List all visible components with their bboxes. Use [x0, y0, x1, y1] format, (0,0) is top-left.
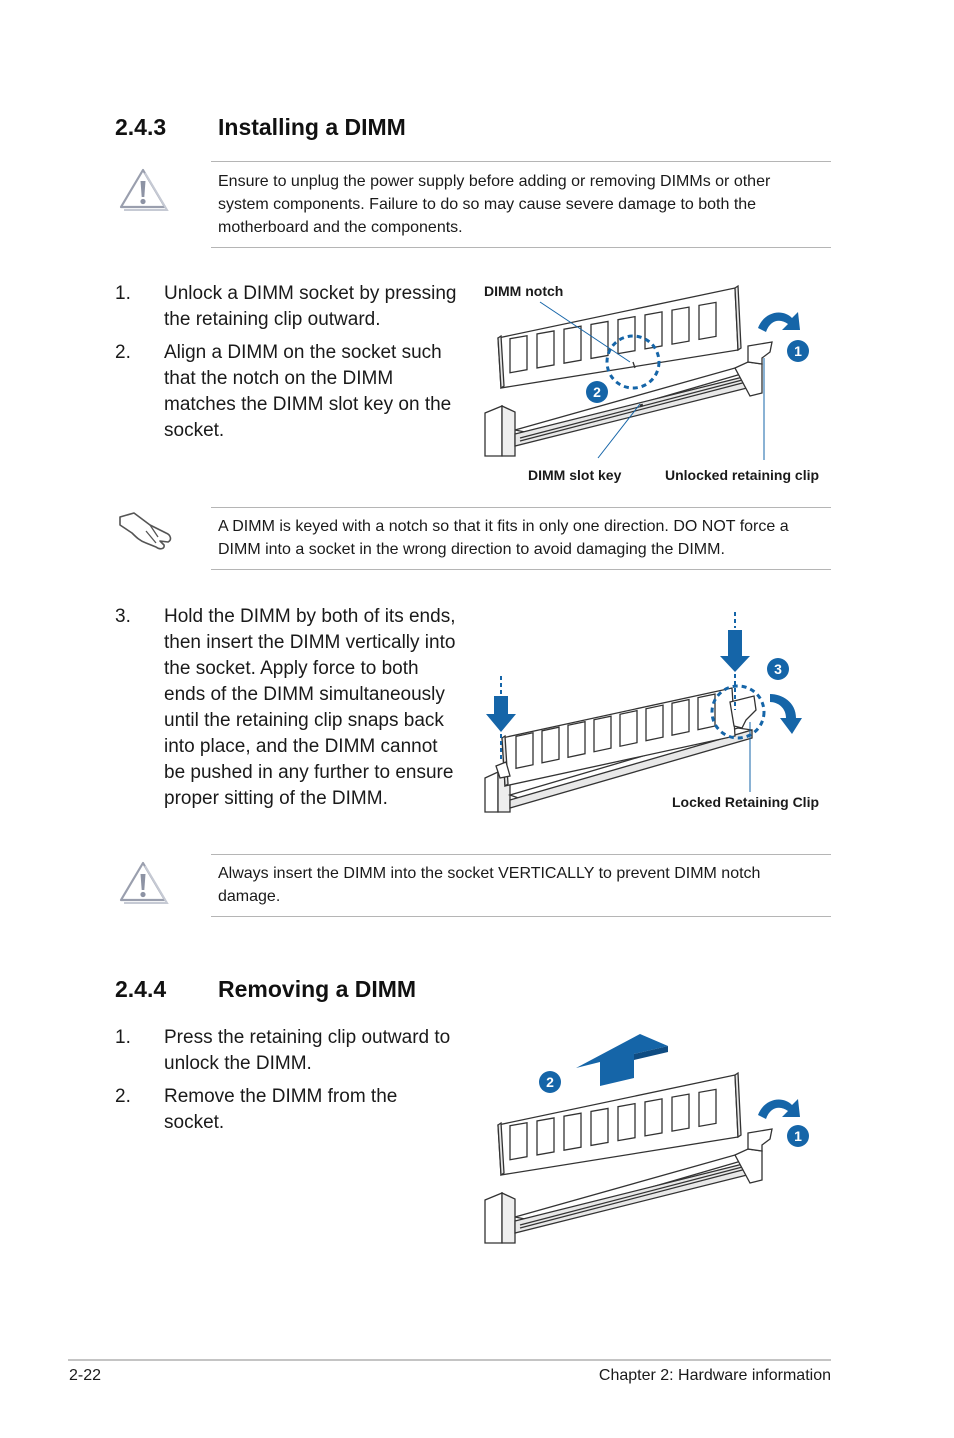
dimm-remove-illustration: [480, 1030, 840, 1250]
label-dimm-slot-key: DIMM slot key: [528, 467, 622, 483]
label-unlocked-retaining-clip: Unlocked retaining clip: [665, 467, 820, 483]
note1-text: A DIMM is keyed with a notch so that it fits in only one direction. DO NOT force a DIMM into a socket in the wrong direction to avoid damaging the DIMM.: [218, 518, 789, 558]
retaining-clip-unlocked: [748, 1129, 772, 1151]
caution-icon: [118, 167, 168, 211]
callout-number: 2: [546, 1074, 554, 1090]
callout-number: 1: [794, 343, 802, 359]
caution-icon: [118, 860, 168, 904]
caution2-bottom-rule: [211, 916, 831, 917]
caution2-top-rule: [211, 854, 831, 855]
footer-page-number: 2-22: [69, 1367, 102, 1384]
caution1-text: Ensure to unplug the power supply before adding or removing DIMMs or other system components. Failure to do so may cause severe damage to both the motherboard and the components.: [218, 173, 771, 236]
up-arrow-icon: [576, 1034, 668, 1086]
dimm-insert-illustration: [480, 610, 840, 820]
down-arrow-icon: [486, 696, 516, 732]
curved-arrow-icon: [758, 312, 800, 332]
retaining-clip-locked: [730, 696, 756, 728]
caution2-text: Always insert the DIMM into the socket VERTICALLY to prevent DIMM notch damage.: [218, 865, 761, 905]
section-heading-removing: [115, 976, 815, 1006]
curved-arrow-icon: [758, 1099, 800, 1119]
callout-number: 1: [794, 1128, 802, 1144]
note1-top-rule: [211, 507, 831, 508]
footer-rule: [68, 1359, 831, 1361]
caution1-bottom-rule: [211, 247, 831, 248]
hand-note-icon: [116, 507, 174, 551]
down-arrow-icon: [720, 630, 750, 672]
callout-number: 3: [774, 661, 782, 677]
callout-number: 2: [593, 384, 601, 400]
note1-bottom-rule: [211, 569, 831, 570]
caution1-top-rule: [211, 161, 831, 162]
retaining-clip-unlocked: [748, 342, 772, 364]
section-title: Removing a DIMM: [218, 976, 417, 1002]
label-dimm-notch: DIMM notch: [484, 283, 564, 299]
label-locked-retaining-clip: Locked Retaining Clip: [672, 794, 820, 810]
section-title: Installing a DIMM: [218, 114, 406, 140]
curved-arrow-icon: [770, 694, 802, 734]
section-heading-installing: [115, 114, 815, 144]
dimm-module: [498, 1073, 741, 1175]
section-number: 2.4.3: [115, 114, 167, 140]
section-number: 2.4.4: [115, 976, 167, 1002]
footer-chapter: Chapter 2: Hardware information: [598, 1367, 831, 1384]
dimm-module: [498, 286, 741, 388]
dimm-align-illustration: [480, 278, 840, 493]
